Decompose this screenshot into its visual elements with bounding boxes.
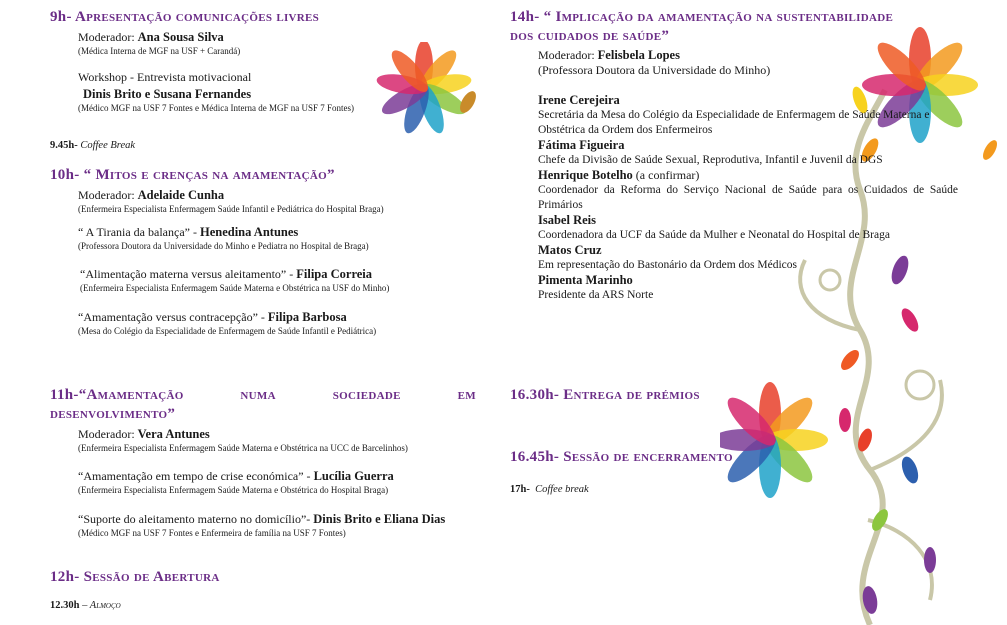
affiliation: (Enfermeira Especialista Enfermagem Saúde Materna e Obstétrica na UCC de Barcelinhos)	[78, 443, 408, 453]
affiliation: (Professora Doutora da Universidade do Minho)	[538, 63, 771, 77]
session-heading: 10h- “ Mitos e crenças na amamentação”	[50, 167, 335, 183]
talk-item: “Suporte do aleitamento materno no domicílio”- Dinis Brito e Eliana Dias (Médico MGF na USF 7 Fontes e Enfermeira de família na USF 7 Fontes)	[78, 512, 446, 538]
talk-item: “Alimentação materna versus aleitamento” - Filipa Correia (Enfermeira Especialista Enfermagem Saúde Materna e Obstétrica na USF do Minho)	[80, 267, 390, 293]
session-heading: 9h- Apresentação comunicações livres	[50, 9, 320, 25]
moderator-name: Adelaide Cunha	[137, 188, 225, 202]
moderator-name: Ana Sousa Silva	[137, 30, 224, 44]
talk-item: “Amamentação em tempo de crise económica” - Lucília Guerra (Enfermeira Especialista Enfermagem Saúde Materna e Obstétrica do Hospital Braga)	[78, 469, 394, 495]
panel-member: Fátima Figueira Chefe da Divisão de Saúde Sexual, Reprodutiva, Infantil e Juvenil da DGS	[538, 138, 883, 166]
moderator-name: Felisbela Lopes	[597, 48, 680, 62]
moderator-name: Vera Antunes	[137, 427, 210, 441]
session-1645h: 16.45h- Sessão de encerramento	[510, 449, 733, 465]
session-14h: 14h- “ Implicação da amamentação na sustentabilidade dos cuidados de saúde” Moderador: Felisbela Lopes (Professora Doutora da Universidade do Minho) Irene Cerejeira Secretária da Mesa do Colégio da Especialidade de Enfermagem de Saúde Materna e Obstétrica da Ordem dos Enfermeiros Fátima Figueira Chefe da Divisão de Saúde Sexual, Reprodutiva, Infantil e Juvenil da DGS Henrique Botelho (a confirmar) Coordenador da Reforma do Serviço Nacional de Saúde para os Cuidados de Saúde Primários Isabel Reis Coordenadora da UCF da Saúde da Mulher e Neonatal do Hospital de Braga Matos Cruz Em representação do Bastonário da Ordem dos Médicos Pimenta Marinho Presidente da ARS Norte	[510, 9, 958, 301]
session-9h: 9h- Apresentação comunicações livres Moderador: Ana Sousa Silva (Médica Interna de MGF na USF + Carandá) Workshop - Entrevista motivacional Dinis Brito e Susana Fernandes (Médico MGF na USF 7 Fontes e Médica Interna de MGF na USF 7 Fontes)	[50, 8, 450, 114]
session-12h: 12h- Sessão de Abertura	[50, 569, 220, 585]
workshop-speakers: Dinis Brito e Susana Fernandes	[83, 87, 252, 101]
lunch: 12.30h – Almoço	[50, 600, 121, 611]
session-heading-line2: desenvolvimento”	[50, 406, 176, 422]
panel-list	[538, 93, 958, 303]
panel-member: Irene Cerejeira Secretária da Mesa do Colégio da Especialidade de Enfermagem de Saúde Materna e Obstétrica da Ordem dos Enfermeiros	[538, 93, 930, 136]
talk-item: “Amamentação versus contracepção” - Filipa Barbosa (Mesa do Colégio da Especialidade de Enfermagem de Saúde Infantil e Pediátrica)	[78, 310, 377, 336]
session-10h: 10h- “ Mitos e crenças na amamentação” Moderador: Adelaide Cunha (Enfermeira Especialista Enfermagem Saúde Infantil e Pediátrica do Hospital Braga) “ A Tirania da balança” - Henedina Antunes (Professora Doutora da Universidade do Minho e Pediatra no Hospital de Braga) “Alimentação materna versus aleitamento” - Filipa Correia (Enfermeira Especialista Enfermagem Saúde Materna e Obstétrica na USF do Minho) “Amamentação versus contracepção” - Filipa Barbosa (Mesa do Colégio da Especialidade de Enfermagem de Saúde Infantil e Pediátrica)	[50, 166, 478, 337]
session-heading-line2: dos cuidados de saúde”	[510, 28, 670, 44]
panel-member: Henrique Botelho (a confirmar) Coordenador da Reforma do Serviço Nacional de Saúde para os Cuidados de Saúde Primários	[538, 168, 958, 211]
session-1630h: 16.30h- Entrega de prémios	[510, 387, 700, 403]
session-11h: 11h-“Amamentação numa sociedade em desenvolvimento” Moderador: Vera Antunes (Enfermeira Especialista Enfermagem Saúde Materna e Obstétrica na UCC de Barcelinhos) “Amamentação em tempo de crise económica” - Lucília Guerra (Enfermeira Especialista Enfermagem Saúde Materna e Obstétrica do Hospital Braga) “Suporte do aleitamento materno no domicílio”- Dinis Brito e Eliana Dias (Médico MGF na USF 7 Fontes e Enfermeira de família na USF 7 Fontes)	[50, 387, 476, 538]
coffee-break-1: 9.45h- Coffee Break	[50, 140, 136, 151]
affiliation: (Médica Interna de MGF na USF + Carandá)	[78, 46, 241, 56]
affiliation: (Médico MGF na USF 7 Fontes e Médica Interna de MGF na USF 7 Fontes)	[78, 103, 354, 113]
session-heading: 14h- “ Implicação da amamentação na sustentabilidade	[510, 9, 894, 25]
talk-item: “ A Tirania da balança” - Henedina Antunes (Professora Doutora da Universidade do Minho e Pediatra no Hospital de Braga)	[78, 225, 369, 251]
panel-member: Matos Cruz Em representação do Bastonário da Ordem dos Médicos	[538, 243, 797, 271]
affiliation: (Enfermeira Especialista Enfermagem Saúde Infantil e Pediátrica do Hospital Braga)	[78, 204, 384, 214]
session-heading: 11h-“Amamentação numa sociedade em	[50, 387, 476, 403]
coffee-break-2: 17h- Coffee break	[510, 484, 589, 495]
panel-member: Pimenta Marinho Presidente da ARS Norte	[538, 273, 654, 301]
workshop-title: Workshop - Entrevista motivacional	[78, 70, 252, 84]
panel-member: Isabel Reis Coordenadora da UCF da Saúde da Mulher e Neonatal do Hospital de Braga	[538, 213, 890, 241]
